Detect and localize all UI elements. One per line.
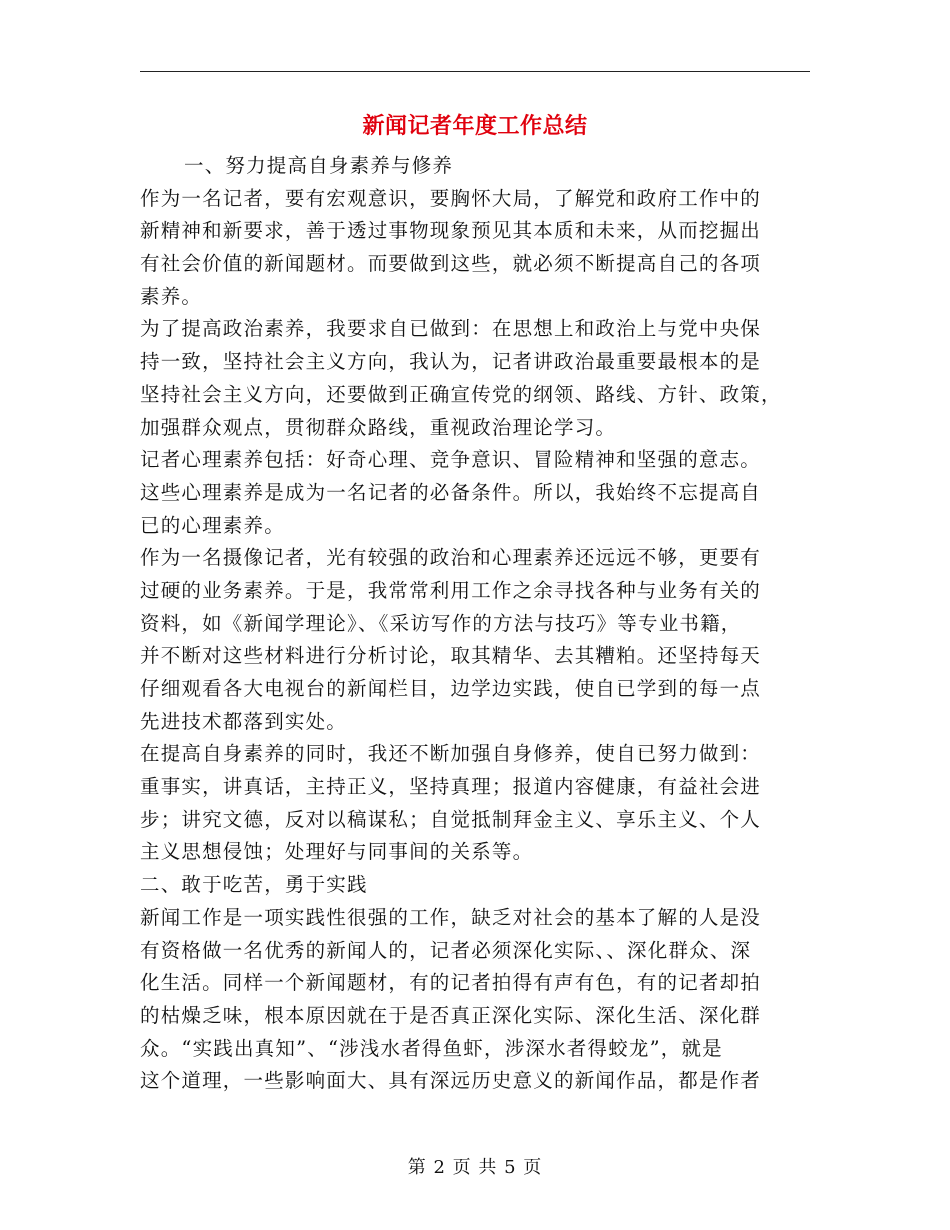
text-line: 有社会价值的新闻题材。而要做到这些，就必须不断提高自己的各项: [140, 252, 762, 276]
text-line: 这个道理，一些影响面大、具有深远历史意义的新闻作品，都是作者: [140, 1069, 762, 1093]
text-line: 已的心理素养。: [140, 513, 285, 537]
section-heading-2: 二、敢于吃苦，勇于实践: [140, 873, 368, 897]
text-line: 的枯燥乏味，根本原因就在于是否真正深化实际、深化生活、深化群: [140, 1003, 762, 1027]
text-line: 这些心理素养是成为一名记者的必备条件。所以，我始终不忘提高自: [140, 480, 762, 504]
text-line: 作为一名记者，要有宏观意识，要胸怀大局，了解党和政府工作中的: [140, 186, 762, 210]
text-line: 步；讲究文德，反对以稿谋私；自觉抵制拜金主义、享乐主义、个人: [140, 807, 762, 831]
page-number-footer: 第 2 页 共 5 页: [407, 1157, 543, 1178]
text-line: 新精神和新要求，善于透过事物现象预见其本质和未来，从而挖掘出: [140, 219, 762, 243]
text-line: 素养。: [140, 284, 203, 308]
text-line: 有资格做一名优秀的新闻人的，记者必须深化实际、、深化群众、深: [140, 938, 752, 962]
header-rule: [140, 71, 810, 72]
text-line: 化生活。同样一个新闻题材，有的记者拍得有声有色，有的记者却拍: [140, 971, 762, 995]
text-line: 过硬的业务素养。于是，我常常利用工作之余寻找各种与业务有关的: [140, 578, 762, 602]
text-line: 为了提高政治素养，我要求自已做到：在思想上和政治上与党中央保: [140, 317, 762, 341]
text-line: 资料，如《新闻学理论》、《采访写作的方法与技巧》等专业书籍，: [140, 611, 742, 635]
text-line: 坚持社会主义方向，还要做到正确宣传党的纲领、路线、方针、政策，: [140, 382, 782, 406]
document-body: [140, 150, 810, 1098]
text-line: 并不断对这些材料进行分析讨论，取其精华、去其糟粕。还坚持每天: [140, 644, 762, 668]
document-title: 新闻记者年度工作总结: [362, 113, 588, 139]
text-line: 在提高自身素养的同时，我还不断加强自身修养，使自已努力做到：: [140, 742, 762, 766]
text-line: 重事实，讲真话，主持正义，坚持真理；报道内容健康，有益社会进: [140, 775, 762, 799]
text-line: 作为一名摄像记者，光有较强的政治和心理素养还远远不够，更要有: [140, 546, 762, 570]
text-line: 持一致，坚持社会主义方向，我认为，记者讲政治最重要最根本的是: [140, 350, 762, 374]
text-line: 加强群众观点，贯彻群众路线，重视政治理论学习。: [140, 415, 617, 439]
text-line: 先进技术都落到实处。: [140, 709, 348, 733]
section-heading-1: 一、努力提高自身素养与修养: [184, 154, 454, 177]
text-line: 主义思想侵蚀；处理好与同事间的关系等。: [140, 840, 534, 864]
text-line: 记者心理素养包括：好奇心理、竞争意识、冒险精神和坚强的意志。: [140, 448, 762, 472]
text-line: 众。“实践出真知”、“涉浅水者得鱼虾，涉深水者得蛟龙”，就是: [140, 1036, 723, 1060]
text-line: 仔细观看各大电视台的新闻栏目，边学边实践，使自已学到的每一点: [140, 677, 762, 700]
text-line: 新闻工作是一项实践性很强的工作，缺乏对社会的基本了解的人是没: [140, 905, 762, 929]
